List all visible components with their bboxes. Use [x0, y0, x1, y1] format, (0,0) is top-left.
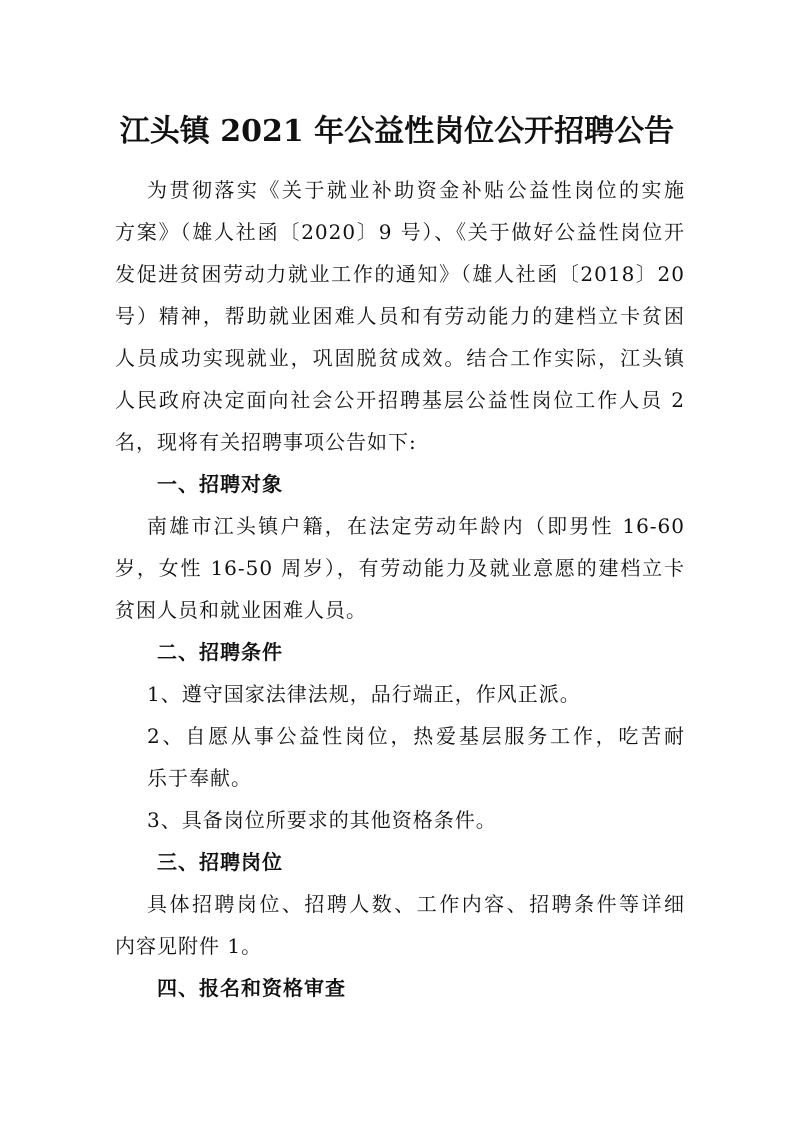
section1-line-3: 贫困人员和就业困难人员。 [115, 598, 367, 622]
intro-line-3: 发促进贫困劳动力就业工作的通知》（雄人社函〔2018〕20 [115, 262, 685, 286]
section1-line-2: 岁，女性 16-50 周岁），有劳动能力及就业意愿的建档立卡 [115, 556, 685, 580]
intro-line-4: 号）精神，帮助就业困难人员和有劳动能力的建档立卡贫困 [115, 304, 685, 328]
section2-item-2: 2、自愿从事公益性岗位，热爱基层服务工作，吃苦耐 [147, 724, 685, 748]
intro-line-6: 人民政府决定面向社会公开招聘基层公益性岗位工作人员 2 [115, 388, 685, 412]
section-heading-recruitment-conditions: 二、招聘条件 [157, 640, 283, 664]
section3-line-2: 内容见附件 1。 [115, 934, 263, 958]
section-heading-recruitment-positions: 三、招聘岗位 [157, 850, 283, 874]
section3-line-1: 具体招聘岗位、招聘人数、工作内容、招聘条件等详细 [147, 892, 685, 916]
section-heading-recruitment-target: 一、招聘对象 [157, 472, 283, 496]
intro-line-7: 名，现将有关招聘事项公告如下: [115, 430, 417, 454]
section1-line-1: 南雄市江头镇户籍，在法定劳动年龄内（即男性 16-60 [147, 514, 685, 538]
section2-item-2-cont: 乐于奉献。 [147, 766, 252, 790]
section2-item-1: 1、遵守国家法律法规，品行端正，作风正派。 [147, 682, 581, 706]
intro-line-2: 方案》（雄人社函〔2020〕9 号）、《关于做好公益性岗位开 [115, 220, 685, 244]
intro-line-1: 为贯彻落实《关于就业补助资金补贴公益性岗位的实施 [147, 178, 685, 202]
document-title: 江头镇 2021 年公益性岗位公开招聘公告 [119, 114, 675, 149]
intro-line-5: 人员成功实现就业，巩固脱贫成效。结合工作实际，江头镇 [115, 346, 685, 370]
section2-item-3: 3、具备岗位所要求的其他资格条件。 [147, 808, 497, 832]
section-heading-registration-review: 四、报名和资格审查 [157, 976, 346, 1000]
